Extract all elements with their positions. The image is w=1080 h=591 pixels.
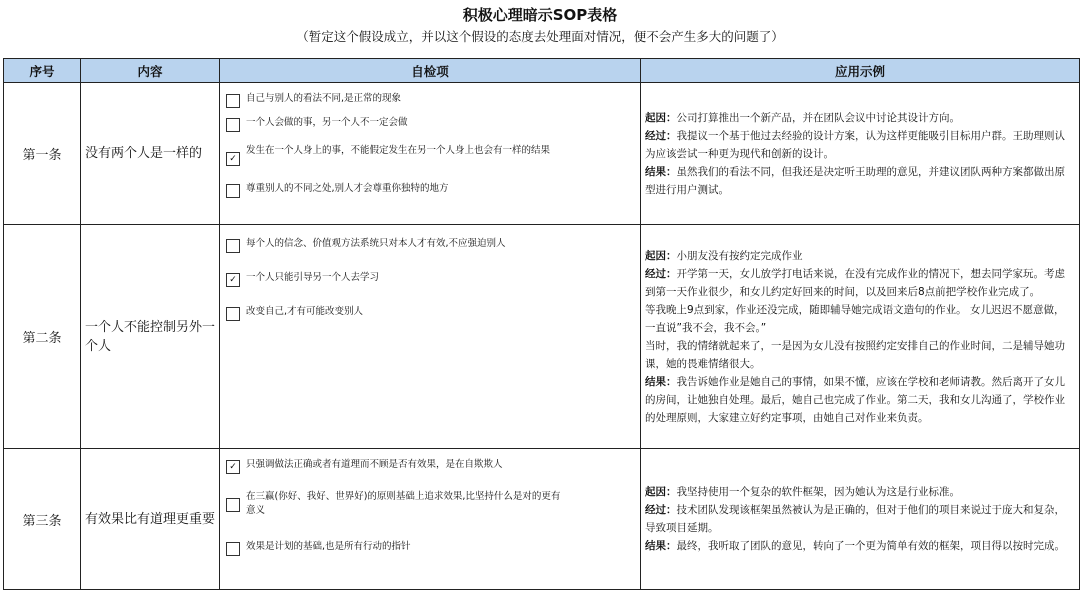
- example-line: [645, 247, 1075, 265]
- checklist-text: 一个人只能引导另一个人去学习: [246, 272, 380, 283]
- checkbox[interactable]: [226, 498, 240, 512]
- row-content: 有效果比有道理更重要: [81, 449, 220, 590]
- example-line: [645, 537, 1075, 555]
- example-label: 起因：: [645, 486, 677, 498]
- checklist-item[interactable]: [226, 540, 640, 556]
- example-label: 经过：: [645, 129, 677, 142]
- checkbox-checked[interactable]: ✓: [226, 152, 240, 166]
- example-label: 结果：: [645, 540, 677, 552]
- checkbox-checked[interactable]: ✓: [226, 460, 240, 474]
- table-row: [4, 449, 1080, 590]
- example-text: 我告诉她作业是她自己的事情，如果不懂，应该在学校和老师请教。然后离开了女儿的房间，让她独自处理。最后，她自己也完成了作业。第二天，我和女儿沟通了，学校作业的处理原则，大家建立好约定事项，由她自己对作业来负责。: [645, 375, 1065, 424]
- example-label: 起因：: [645, 111, 677, 124]
- checklist-item[interactable]: [226, 116, 640, 132]
- example-line: [645, 501, 1075, 537]
- checkbox[interactable]: [226, 94, 240, 108]
- checklist-text: 自己与别人的看法不同,是正常的现象: [246, 93, 402, 104]
- example-text: 技术团队发现该框架虽然被认为是正确的，但对于他们的项目来说过于庞大和复杂，导致项目延期。: [645, 504, 1065, 534]
- row-number: 第一条: [4, 83, 81, 225]
- checklist-item[interactable]: [226, 458, 640, 474]
- example-line: [645, 373, 1075, 427]
- checklist-cell: [220, 225, 641, 449]
- example-cell: [641, 83, 1080, 225]
- checklist-item[interactable]: [226, 237, 640, 253]
- example-line: [645, 301, 1075, 337]
- example-line: [645, 265, 1075, 301]
- page-title: 积极心理暗示SOP表格: [462, 6, 618, 24]
- sop-table: [3, 58, 1080, 590]
- table-header-row: [4, 59, 1080, 83]
- checklist-text: 效果是计划的基础,也是所有行动的指针: [246, 541, 411, 552]
- page-subtitle: （暂定这个假设成立，并以这个假设的态度去处理面对情况，便不会产生多大的问题了）: [296, 29, 784, 44]
- example-text: 当时，我的情绪就起来了，一是因为女儿没有按照约定安排自己的作业时间，二是辅导她功课，她的畏难情绪很大。: [645, 339, 1065, 370]
- row-number: 第三条: [4, 449, 81, 590]
- checklist-item[interactable]: [226, 305, 640, 321]
- example-line: [645, 127, 1075, 163]
- header-checklist: 自检项: [220, 59, 641, 83]
- example-cell: [641, 225, 1080, 449]
- checklist-text: 在三赢(你好、我好、世界好)的原则基础上追求效果,比坚持什么是对的更有意义: [246, 491, 561, 516]
- row-content: 一个人不能控制另外一个人: [81, 225, 220, 449]
- example-line: [645, 163, 1075, 199]
- example-text: 虽然我们的看法不同，但我还是决定听王助理的意见，并建议团队两种方案都做出原型进行用户测试。: [645, 165, 1065, 196]
- example-text: 公司打算推出一个新产品，并在团队会议中讨论其设计方向。: [676, 111, 960, 124]
- example-text: 我坚持使用一个复杂的软件框架，因为她认为这是行业标准。: [676, 486, 960, 498]
- checklist-text: 发生在一个人身上的事，不能假定发生在另一个人身上也会有一样的结果: [246, 145, 551, 156]
- example-label: 起因：: [645, 249, 677, 262]
- example-text: 小朋友没有按约定完成作业: [676, 249, 803, 262]
- checklist-text: 改变自己,才有可能改变别人: [246, 306, 364, 317]
- header-index: 序号: [4, 59, 81, 83]
- checklist-item[interactable]: [226, 144, 640, 166]
- checklist-item[interactable]: [226, 490, 640, 518]
- checklist-cell: [220, 83, 641, 225]
- header-example: 应用示例: [641, 59, 1080, 83]
- checklist-text: 尊重别人的不同之处,别人才会尊重你独特的地方: [246, 183, 449, 194]
- checklist-text: 只强调做法正确或者有道理而不顾是否有效果，是在自欺欺人: [246, 459, 503, 470]
- checklist-text: 每个人的信念、价值观方法系统只对本人才有效,不应强迫别人: [246, 238, 506, 249]
- example-line: [645, 483, 1075, 501]
- example-cell: [641, 449, 1080, 590]
- example-label: 经过：: [645, 267, 677, 280]
- table-row: [4, 225, 1080, 449]
- checklist-text: 一个人会做的事，另一个人不一定会做: [246, 117, 408, 128]
- example-line: [645, 109, 1075, 127]
- example-text: 最终，我听取了团队的意见，转向了一个更为简单有效的框架，项目得以按时完成。: [676, 540, 1065, 552]
- checkbox-checked[interactable]: ✓: [226, 273, 240, 287]
- row-number: 第二条: [4, 225, 81, 449]
- checkbox[interactable]: [226, 307, 240, 321]
- example-text: 我提议一个基于他过去经验的设计方案，认为这样更能吸引目标用户群。王助理则认为应该尝试一种更为现代和创新的设计。: [645, 129, 1065, 160]
- checkbox[interactable]: [226, 239, 240, 253]
- checklist-item[interactable]: [226, 92, 640, 108]
- example-label: 经过：: [645, 504, 677, 516]
- checklist-cell: [220, 449, 641, 590]
- checkbox[interactable]: [226, 184, 240, 198]
- checklist-item[interactable]: [226, 182, 640, 198]
- example-label: 结果：: [645, 165, 677, 178]
- checkbox[interactable]: [226, 118, 240, 132]
- example-text: 等我晚上9点到家，作业还没完成，随即辅导她完成语文造句的作业。 女儿迟迟不愿意做，一直说”我不会，我不会。”: [645, 303, 1065, 334]
- header-content: 内容: [81, 59, 220, 83]
- example-label: 结果：: [645, 375, 677, 388]
- example-line: [645, 337, 1075, 373]
- checkbox[interactable]: [226, 542, 240, 556]
- row-content: 没有两个人是一样的: [81, 83, 220, 225]
- table-row: [4, 83, 1080, 225]
- example-text: 开学第一天，女儿放学打电话来说，在没有完成作业的情况下，想去同学家玩。考虑到第一天作业很少，和女儿约定好回来的时间，以及回来后8点前把学校作业完成了。: [645, 267, 1065, 298]
- checklist-item[interactable]: [226, 271, 640, 287]
